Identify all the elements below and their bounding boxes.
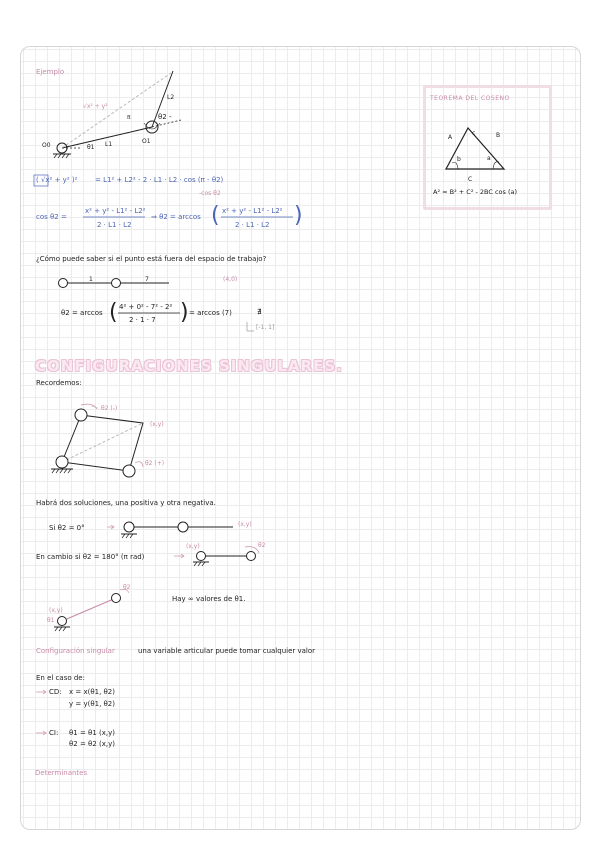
l2-label: L2 bbox=[167, 94, 175, 101]
side-C: C bbox=[468, 176, 473, 183]
fig3-xy: (x,y) bbox=[49, 607, 63, 614]
recordemos-text: Recordemos: bbox=[36, 379, 82, 387]
angle-c: c bbox=[472, 130, 476, 137]
pi-label: π bbox=[127, 114, 131, 121]
ex2-rhs: = arccos (7) bbox=[189, 309, 232, 317]
infinite-values: Hay ∞ valores de θ1. bbox=[172, 595, 246, 603]
length-1: 1 bbox=[89, 276, 93, 283]
eq2-cos: cos θ2 = bbox=[36, 213, 67, 221]
theta2-neg: θ2 (-) bbox=[101, 405, 118, 412]
section-singular: CONFIGURACIONES SINGULARES. bbox=[35, 357, 343, 375]
theta2-label: θ2 - bbox=[158, 113, 172, 121]
cd-y: y = y(θ1, θ2) bbox=[69, 700, 115, 708]
eq2-impl: ⇒ θ2 = arccos bbox=[151, 213, 201, 221]
section-example: Ejemplo bbox=[36, 68, 65, 76]
singular-term: Configuración singular bbox=[36, 647, 115, 655]
section-determinantes: Determinantes bbox=[35, 769, 88, 777]
case-zero-label: Si θ2 = 0° bbox=[49, 524, 85, 532]
case-zero-figure bbox=[107, 522, 233, 538]
fig2-xy: (x,y) bbox=[150, 421, 164, 428]
fig3-theta2: θ2 bbox=[123, 584, 131, 591]
question-text: ¿Cómo puede saber si el punto está fuera del espacio de trabajo? bbox=[36, 255, 267, 263]
ex2-num: 4² + 0² - 7² - 2² bbox=[119, 303, 173, 311]
eq2-den2: 2 · L1 · L2 bbox=[235, 221, 270, 229]
ex2-lhs: θ2 = arccos bbox=[61, 309, 103, 317]
angle-a: a bbox=[487, 155, 491, 162]
fig3-theta1: θ1 bbox=[47, 617, 55, 624]
l1-label: L1 bbox=[105, 141, 113, 148]
eq2-den: 2 · L1 · L2 bbox=[97, 221, 132, 229]
theta1-label: θ1 bbox=[87, 144, 95, 151]
case-180-label: En cambio si θ2 = 180° (π rad) bbox=[36, 553, 145, 561]
ex2-den: 2 · 1 · 7 bbox=[129, 316, 156, 324]
two-solutions: Habrá dos soluciones, una positiva y otra negativa. bbox=[36, 499, 216, 507]
eq2-num: x² + y² - L1² - L2² bbox=[85, 207, 146, 215]
length-7: 7 bbox=[145, 276, 149, 283]
ci-label: CI: bbox=[49, 729, 59, 737]
valid-range: [-1, 1] bbox=[256, 324, 275, 331]
o0-label: O0 bbox=[42, 142, 51, 149]
singular-figure bbox=[54, 589, 129, 631]
ci-theta1: θ1 = θ1 (x,y) bbox=[69, 729, 115, 737]
case-180-xy: (x,y) bbox=[186, 543, 200, 550]
en-el-caso: En el caso de: bbox=[36, 674, 85, 682]
side-A: A bbox=[448, 134, 453, 141]
eq1-rhs: = L1² + L2² - 2 · L1 · L2 · cos (π - θ2) bbox=[95, 176, 224, 184]
eq2-num2: x² + y² - L1² - L2² bbox=[222, 207, 283, 215]
target-point: (4,0) bbox=[223, 276, 238, 283]
arrows bbox=[36, 690, 46, 735]
case-180-theta: θ2 bbox=[258, 542, 266, 549]
cosine-title: TEOREMA DEL COSENO bbox=[430, 95, 510, 102]
cd-x: x = x(θ1, θ2) bbox=[69, 688, 115, 696]
cd-label: CD: bbox=[49, 688, 62, 696]
theta2-pos: θ2 (+) bbox=[145, 460, 165, 467]
angle-b: b bbox=[457, 156, 461, 163]
hypotenuse-label: √x² + y² bbox=[83, 103, 108, 110]
notebook-page: Ejemplo √x² + y² L2 π θ2 - O0 θ1 L1 O1 TEOREMA DEL COSENO A B C c b a A² = B² + C² - 2BC cos (a) ( √x² + y² )² = L1² + L2² - 2 · L1 · L2 · cos (π - θ2) -cos θ2 cos θ2 = x² + y² - L1² - L2² 2 · L1 · L2 ⇒ θ2 = arccos ( x² + y² - L1² - L2² 2 · L1 · L2 ) ¿Cómo puede saber si el punto está fuera del espacio de trabajo? 1 7 (4,0) θ2 = arccos ( 4² + 0² - 7² - 2² 2 · 1 · 7 ) = arccos (7) ∄ [-1, 1] CONFIGURACIONES SINGULARES. Recordemos: θ2 (-) (x,y) θ2 (+) Habrá dos soluciones, una positiva y otra negativa. Si θ2 = 0° (x,y) En cambio si θ2 = 180° (π rad) (x,y) θ2 θ2 (x,y) θ1 Hay ∞ valores de θ1. Configuración singular una variable articular puede tomar cualquier valor En el caso de: CD: x = x(θ1, θ2) y = y(θ1, θ2) CI: θ1 = θ1 (x,y) θ2 = θ2 (x,y) Determinantes bbox=[20, 46, 581, 830]
o1-label: O1 bbox=[142, 138, 151, 145]
case-zero-xy: (x,y) bbox=[238, 521, 252, 528]
side-B: B bbox=[496, 132, 501, 139]
eq1-note: -cos θ2 bbox=[199, 190, 221, 197]
singular-definition: una variable articular puede tomar cualquier valor bbox=[138, 647, 316, 655]
ci-theta2: θ2 = θ2 (x,y) bbox=[69, 740, 115, 748]
not-exist: ∄ bbox=[257, 308, 262, 316]
cosine-formula: A² = B² + C² - 2BC cos (a) bbox=[433, 188, 518, 196]
eq1-lhs: ( √x² + y² )² bbox=[36, 176, 78, 184]
elbow-figure bbox=[51, 404, 143, 477]
